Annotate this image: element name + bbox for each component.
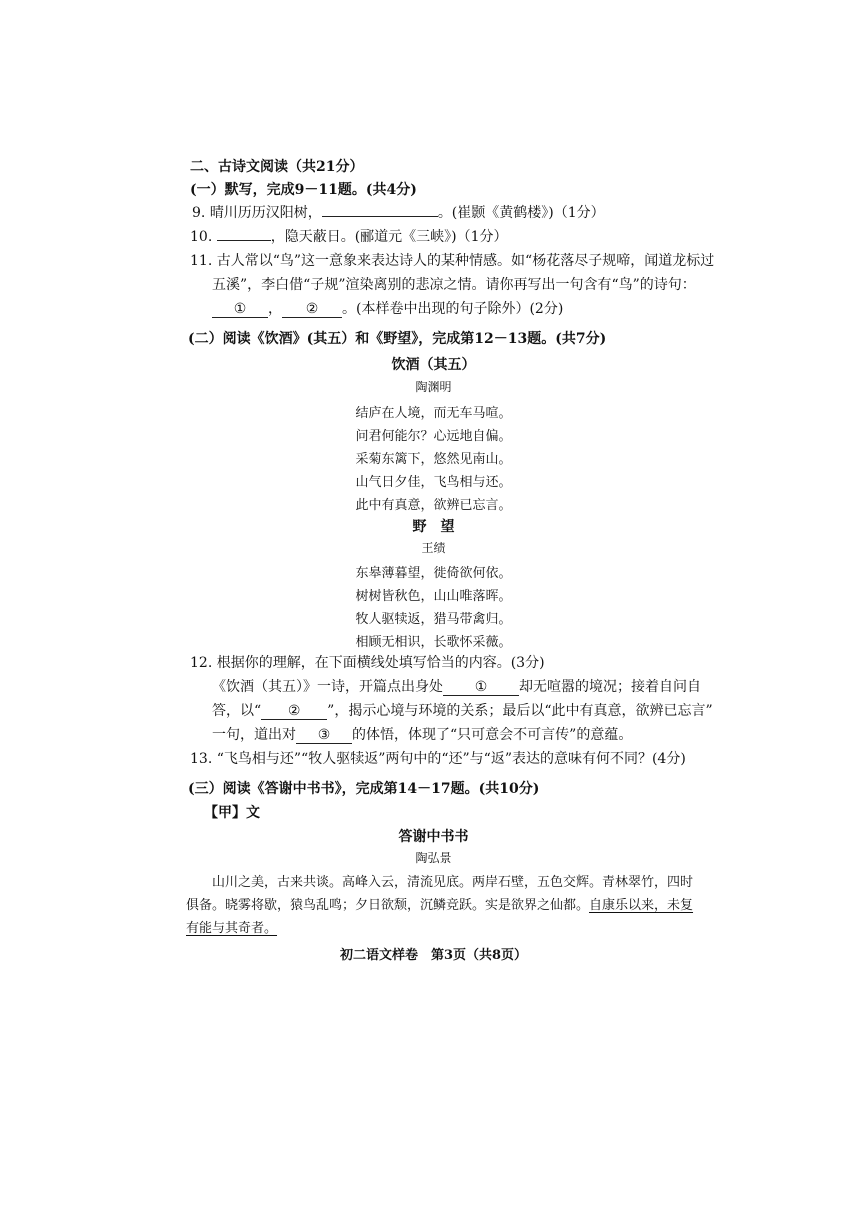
q10-number: 10. bbox=[190, 229, 213, 245]
essay-para-line1: 山川之美，古来共谈。高峰入云，清流见底。两岸石壁，五色交辉。青林翠竹，四时 bbox=[212, 875, 694, 890]
poem2-title: 野 望 bbox=[412, 519, 455, 535]
q12-line2 bbox=[212, 678, 701, 696]
q12-text-a: 《饮酒（其五）》一诗，开篇点出身处 bbox=[212, 679, 443, 695]
poem2-line: 树树皆秋色，山山唯落晖。 bbox=[355, 589, 512, 604]
poem2-line: 相顾无相识，长歌怀采薇。 bbox=[355, 635, 512, 650]
essay-title: 答谢中书书 bbox=[398, 829, 469, 845]
q12-text-c: 答，以“ bbox=[212, 703, 262, 719]
q9-source: 。(崔颢《黄鹤楼》)（1分） bbox=[437, 205, 605, 221]
q12-line3 bbox=[212, 702, 713, 720]
q11-line1: 古人常以“鸟”这一意象来表达诗人的某种情感。如“杨花落尽子规啼，闻道龙标过 bbox=[216, 253, 715, 269]
part2-heading: (二）阅读《饮酒》(其五）和《野望》，完成第12－13题。(共7分) bbox=[188, 331, 607, 347]
q12-line4 bbox=[212, 726, 632, 744]
question-11 bbox=[190, 252, 714, 270]
q10-answer-blank[interactable] bbox=[217, 240, 271, 241]
q13-number: 13. bbox=[190, 751, 213, 767]
q12-text-b: 却无喧嚣的境况；接着自问自 bbox=[519, 679, 701, 695]
q9-text: 晴川历历汉阳树， bbox=[209, 205, 322, 221]
page-footer: 初二语文样卷 第3页（共8页） bbox=[339, 948, 528, 963]
q11-blank-2[interactable]: ② bbox=[282, 301, 342, 318]
section-heading: 二、古诗文阅读（共21分） bbox=[190, 159, 364, 175]
question-10 bbox=[190, 228, 508, 246]
essay-underlined-text: 自康乐以来，未复 bbox=[589, 898, 694, 913]
q12-text-f: 的体悟，体现了“只可意会不可言传”的意蕴。 bbox=[352, 727, 633, 743]
q11-line2: 五溪”，李白借“子规”渲染离别的悲凉之情。请你再写出一句含有“鸟”的诗句： bbox=[212, 277, 696, 293]
q12-blank-3[interactable]: ③ bbox=[296, 727, 352, 744]
poem2-line: 东皋薄暮望，徙倚欲何依。 bbox=[355, 566, 512, 581]
poem1-author: 陶渊明 bbox=[415, 380, 452, 394]
q12-text-e: 一句，道出对 bbox=[212, 727, 296, 743]
q12-text-d: ”，揭示心境与环境的关系；最后以“此中有真意，欲辨已忘言” bbox=[327, 703, 713, 719]
essay-underlined-text: 有能与其奇者。 bbox=[186, 921, 278, 936]
q12-line1: 根据你的理解，在下面横线处填写恰当的内容。(3分) bbox=[216, 655, 545, 671]
part3-heading: (三）阅读《答谢中书书》，完成第14－17题。(共10分) bbox=[188, 781, 540, 797]
q11-line3 bbox=[212, 300, 563, 318]
part1-heading: (一）默写，完成9－11题。(共4分) bbox=[190, 182, 417, 198]
poem1-line: 问君何能尔？心远地自偏。 bbox=[355, 429, 512, 444]
q11-number: 11. bbox=[190, 253, 213, 269]
q9-answer-blank[interactable] bbox=[322, 216, 438, 217]
poem1-title: 饮酒（其五） bbox=[391, 357, 476, 373]
q12-blank-1[interactable]: ① bbox=[443, 679, 519, 696]
q11-tail: 。(本样卷中出现的句子除外）(2分) bbox=[342, 301, 564, 317]
poem1-line: 采菊东篱下，悠然见南山。 bbox=[355, 452, 512, 467]
part3-subheading: 【甲】文 bbox=[204, 805, 260, 821]
poem2-author: 王绩 bbox=[421, 541, 446, 555]
essay-para-line2 bbox=[186, 897, 693, 915]
poem2-line: 牧人驱犊返，猎马带禽归。 bbox=[355, 612, 512, 627]
q9-number: 9. bbox=[192, 205, 206, 221]
essay-author: 陶弘景 bbox=[415, 851, 452, 865]
q11-comma: ， bbox=[268, 301, 282, 317]
q11-blank-1[interactable]: ① bbox=[212, 301, 268, 318]
q13-text: “飞鸟相与还”“牧人驱犊返”两句中的“还”与“返”表达的意味有何不同？(4分) bbox=[216, 751, 686, 767]
question-9 bbox=[192, 204, 605, 222]
poem1-line: 山气日夕佳，飞鸟相与还。 bbox=[355, 475, 512, 490]
question-12 bbox=[190, 654, 545, 672]
q12-blank-2[interactable]: ② bbox=[261, 703, 327, 720]
essay-text: 俱备。晓雾将歇，猿鸟乱鸣；夕日欲颓，沉鳞竞跃。实是欲界之仙都。 bbox=[186, 898, 590, 913]
q10-source: ，隐天蔽日。(郦道元《三峡》)（1分） bbox=[270, 229, 508, 245]
q12-number: 12. bbox=[190, 655, 213, 671]
poem1-line: 此中有真意，欲辨已忘言。 bbox=[355, 498, 512, 513]
poem1-line: 结庐在人境，而无车马喧。 bbox=[355, 406, 512, 421]
essay-para-line3 bbox=[186, 920, 277, 938]
question-13 bbox=[190, 750, 686, 768]
